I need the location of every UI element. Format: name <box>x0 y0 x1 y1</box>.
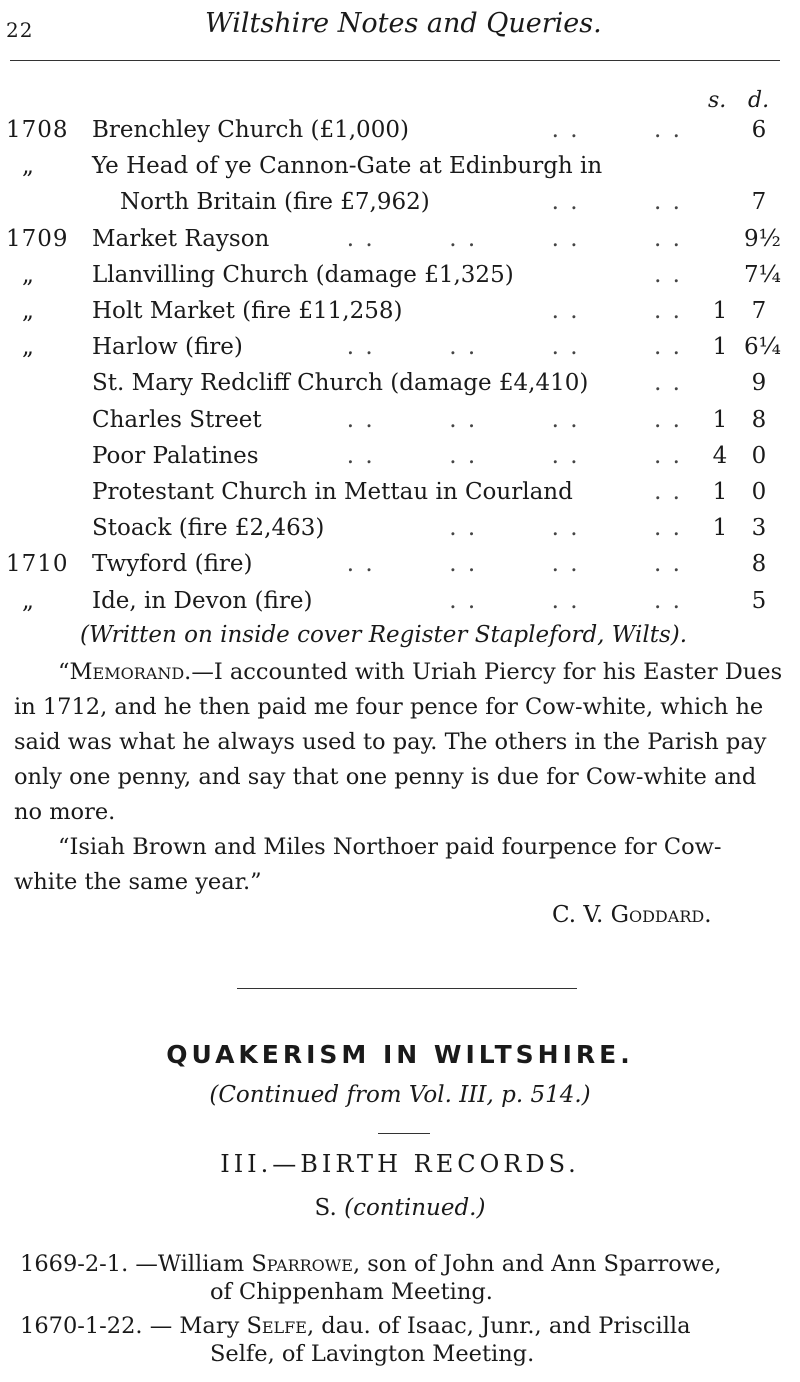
record-dash: — <box>128 1251 158 1277</box>
ledger-item-text: Protestant Church in Mettau in Courland <box>92 479 573 505</box>
ledger-row <box>0 443 800 479</box>
ledger-item <box>120 189 430 215</box>
ledger-row <box>0 262 800 298</box>
ledger-row <box>0 370 800 406</box>
ledger-item-text: Ide, in Devon (fire) <box>92 587 313 614</box>
record-details: , dau. of Isaac, Junr., and Priscilla <box>306 1313 691 1339</box>
signature: C. V. Goddard. <box>552 902 712 928</box>
ledger-item <box>92 334 243 360</box>
ledger-year: „ <box>22 153 35 180</box>
letter-note: (continued.) <box>344 1195 486 1221</box>
ledger-item-text: Ye Head of ye Cannon-Gate at Edinburgh in <box>92 153 603 180</box>
leader-dots: . . <box>654 261 682 288</box>
leader-dots: . . . . . . . . <box>346 551 682 578</box>
ledger-shillings: 4 <box>712 442 728 469</box>
ledger-year: „ <box>22 298 35 324</box>
leader-dots: . . . . . . <box>449 515 682 542</box>
ledger-item <box>92 407 262 433</box>
ledger-item-text: St. Mary Redcliff Church (damage £4,410) <box>92 370 589 397</box>
ledger-pence: 3 <box>751 515 767 542</box>
birth-record-1 <box>20 1250 782 1306</box>
ledger-shillings: 1 <box>712 479 728 505</box>
leader-dots: . . . . . . . . <box>346 406 682 433</box>
header-rule <box>10 60 780 61</box>
ledger-shillings: 1 <box>712 515 728 542</box>
ledger-pence: 0 <box>751 479 767 505</box>
ledger-row <box>0 334 800 370</box>
ledger-item-text: Twyford (fire) <box>92 551 253 578</box>
memorandum-lead: Memorand. <box>69 659 192 685</box>
ledger-item-text: Charles Street <box>92 406 262 433</box>
ledger-shillings: 1 <box>712 406 728 433</box>
ledger-pence: 6 <box>751 117 767 143</box>
ledger-year: 1709 <box>6 225 69 252</box>
ledger-item-text: Poor Palatines <box>92 442 259 469</box>
ledger-item-text: North Britain (fire £7,962) <box>120 189 430 216</box>
column-head-pence: d. <box>748 88 770 113</box>
memorandum-body: —I accounted with Uriah Piercy for his Easter Dues in 1712, and he then paid me four pence for Cow-white, which he said was what he always used to pay. The others in the Parish pay only one penny, and say that one penny is due for Cow-white and no more. <box>14 659 783 825</box>
ledger-pence: 0 <box>751 442 767 469</box>
ledger-row <box>0 515 800 551</box>
ledger-item <box>92 551 252 577</box>
ledger-year: „ <box>22 261 35 288</box>
record-continuation: Selfe, of Lavington Meeting. <box>210 1341 535 1367</box>
leader-dots: . . . . <box>551 298 682 324</box>
ledger-item <box>92 515 324 541</box>
ledger-item <box>92 370 588 396</box>
subtitle-rule <box>378 1133 430 1134</box>
ledger-item <box>92 443 259 469</box>
record-forename: William <box>157 1251 252 1277</box>
ledger-row <box>0 189 800 225</box>
record-date: 1669-2-1. <box>20 1251 129 1277</box>
ledger-year: 1708 <box>6 117 69 143</box>
ledger-item <box>92 117 409 143</box>
ledger-pence: 8 <box>751 551 767 578</box>
leader-dots: . . . . <box>551 117 682 143</box>
page-number: 22 <box>6 18 34 42</box>
ledger-item <box>92 226 269 252</box>
leader-dots: . . . . <box>551 189 682 216</box>
record-dash: — <box>142 1313 180 1339</box>
ledger-item <box>92 479 573 505</box>
ledger-row <box>0 117 800 153</box>
birth-record-2 <box>20 1312 782 1368</box>
memorandum-open-quote: “ <box>58 659 70 685</box>
ledger-pence: 7¼ <box>744 261 781 288</box>
ledger-item <box>92 153 602 179</box>
ledger-item <box>92 262 514 288</box>
ledger-item-text: Harlow (fire) <box>92 334 243 361</box>
ledger-row <box>0 588 800 624</box>
ledger-item-text: Stoack (fire £2,463) <box>92 515 325 542</box>
leader-dots: . . . . . . . . <box>346 334 682 361</box>
leader-dots: . . <box>654 370 682 397</box>
ledger-item <box>92 588 312 614</box>
ledger-pence: 6¼ <box>744 334 781 361</box>
ledger-pence: 7 <box>751 189 767 216</box>
birth-records-heading: III.—BIRTH RECORDS. <box>220 1150 580 1178</box>
ledger-shillings: 1 <box>712 298 728 324</box>
ledger-pence: 5 <box>751 587 767 614</box>
record-continuation: of Chippenham Meeting. <box>210 1279 493 1305</box>
ledger-row <box>0 479 800 515</box>
ledger-year: „ <box>22 587 35 614</box>
letter: S. <box>314 1195 337 1221</box>
record-surname: Sparrowe <box>251 1251 353 1277</box>
ledger-pence: 7 <box>751 298 767 324</box>
ledger-item-text: Llanvilling Church (damage £1,325) <box>92 261 514 288</box>
ledger-pence: 9 <box>751 370 767 397</box>
record-date: 1670-1-22. <box>20 1313 143 1339</box>
ledger-pence: 9½ <box>744 225 781 252</box>
leader-dots: . . . . . . . . <box>346 225 682 252</box>
section-divider <box>237 988 577 989</box>
ledger-item-text: Market Rayson <box>92 225 270 252</box>
ledger-row <box>0 298 800 334</box>
ledger-year: 1710 <box>6 551 69 578</box>
section-subtitle: (Continued from Vol. III, p. 514.) <box>209 1082 591 1108</box>
ledger-year: „ <box>22 334 35 361</box>
leader-dots: . . <box>654 479 682 505</box>
ledger-row <box>0 407 800 443</box>
ledger-row <box>0 226 800 262</box>
ledger-pence: 8 <box>751 406 767 433</box>
column-head-shillings: s. <box>708 88 727 113</box>
ledger-row <box>0 153 800 189</box>
ledger-shillings: 1 <box>712 334 728 361</box>
ledger-item-text: Brenchley Church (£1,000) <box>92 117 409 143</box>
leader-dots: . . . . . . . . <box>346 442 682 469</box>
ledger-item-text: Holt Market (fire £11,258) <box>92 298 403 324</box>
record-surname: Selfe <box>246 1313 307 1339</box>
isiah-paragraph: “Isiah Brown and Miles Northoer paid fourpence for Cow-white the same year.” <box>14 834 722 895</box>
register-note: (Written on inside cover Register Stapleford, Wilts). <box>80 622 688 648</box>
record-forename: Mary <box>179 1313 247 1339</box>
memorandum-paragraph <box>14 655 784 830</box>
ledger-item <box>92 298 403 324</box>
letter-heading <box>0 1195 800 1221</box>
leader-dots: . . . . . . <box>449 587 682 614</box>
section-title: QUAKERISM IN WILTSHIRE. <box>166 1040 634 1069</box>
ledger-row <box>0 551 800 587</box>
record-details: , son of John and Ann Sparrowe, <box>352 1251 722 1277</box>
running-title: Wiltshire Notes and Queries. <box>205 8 602 39</box>
